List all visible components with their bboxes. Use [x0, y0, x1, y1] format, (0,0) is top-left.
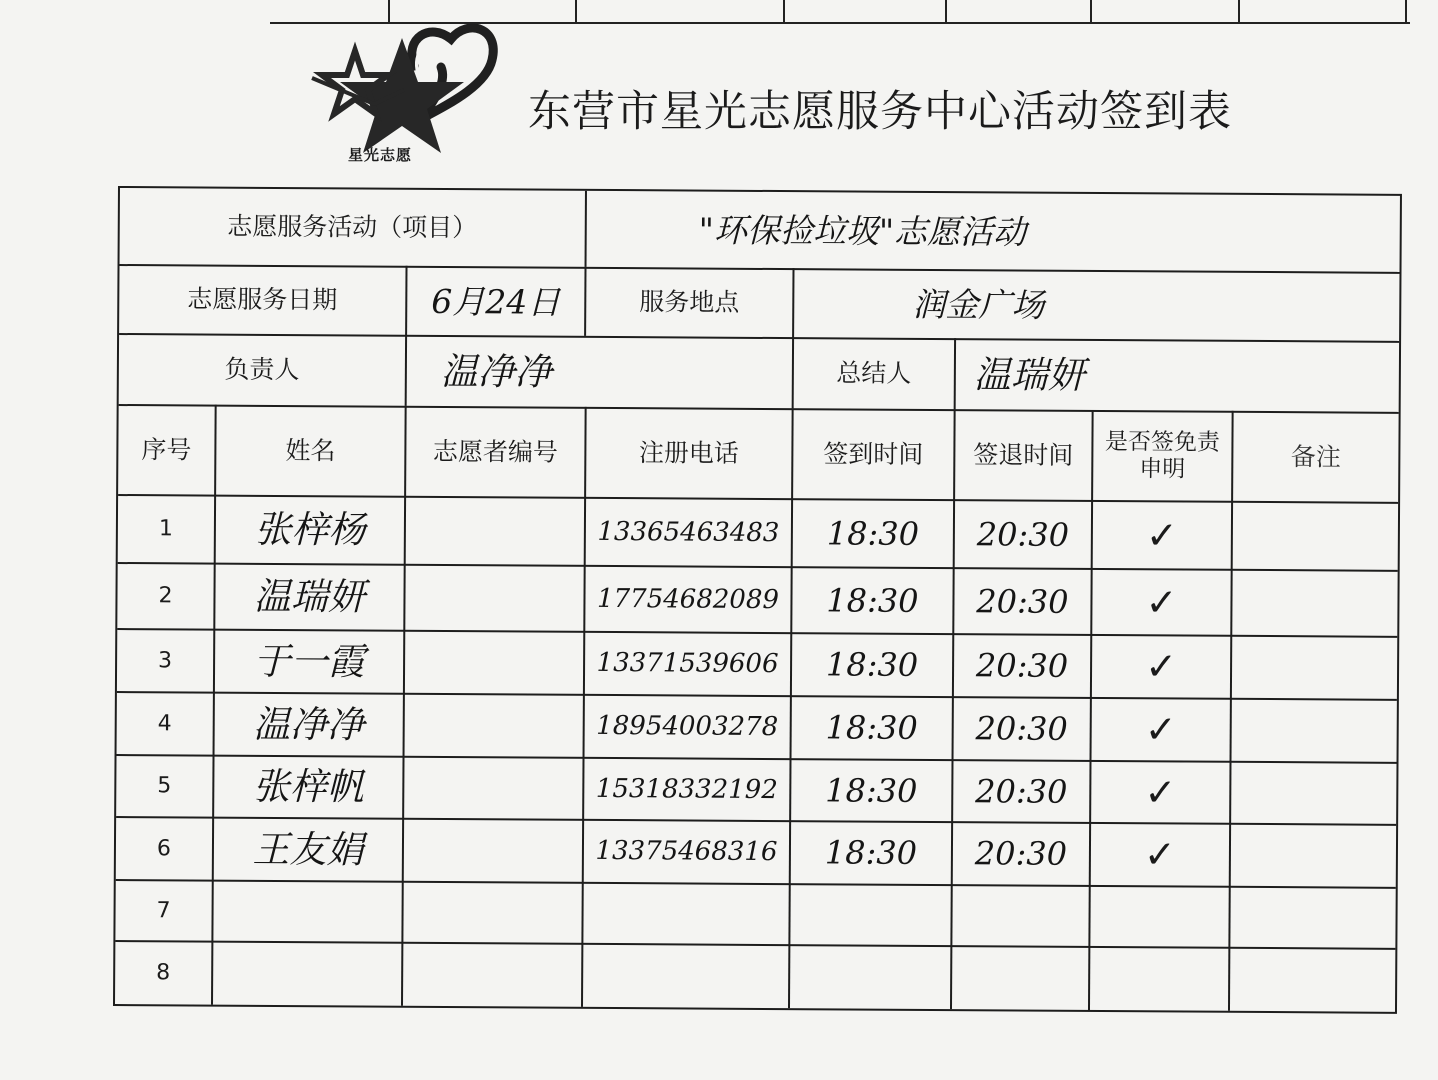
- row-5-remarks: [1231, 762, 1396, 824]
- column-header-sign-out-time: 签退时间: [973, 439, 1074, 470]
- row-1-remarks: [1233, 502, 1398, 570]
- row-8-remarks: [1230, 948, 1395, 1011]
- previous-table-divider: [945, 0, 947, 22]
- leader-value: 温净净: [440, 349, 553, 394]
- logo-caption: 星光志愿: [348, 146, 413, 164]
- row-3-sign-out-time: 20:30: [975, 646, 1069, 685]
- row-1-volunteer-id: [406, 497, 584, 565]
- row-6-sign-out-time: 20:30: [974, 834, 1068, 873]
- row-2-remarks: [1232, 570, 1397, 636]
- column-header-volunteer-id: 志愿者编号: [432, 436, 558, 467]
- column-header-name: 姓名: [285, 435, 336, 465]
- row-1-name: 张梓杨: [254, 507, 366, 552]
- summary-value: 温瑞妍: [973, 352, 1085, 397]
- row-5-waiver-check: ✓: [1144, 769, 1177, 814]
- row-3-phone: 13371539606: [596, 647, 779, 680]
- row-6-waiver-check: ✓: [1143, 832, 1176, 877]
- previous-table-divider: [1238, 0, 1240, 22]
- summary-label: 总结人: [836, 358, 912, 388]
- row-6-phone: 13375468316: [595, 835, 778, 868]
- row-4-volunteer-id: [405, 694, 583, 757]
- row-8-volunteer-id: [403, 943, 581, 1006]
- row-7-phone: [583, 883, 788, 944]
- row-7-remarks: [1230, 887, 1395, 948]
- row-8-waiver-check: [1090, 947, 1228, 1010]
- row-7-sign-in-time: [790, 884, 950, 945]
- row-2-seq: 2: [158, 583, 173, 609]
- row-7-sign-out-time: [952, 885, 1088, 946]
- leader-label: 负责人: [224, 354, 300, 385]
- row-4-seq: 4: [157, 710, 172, 736]
- row-5-name: 张梓帆: [252, 764, 364, 809]
- row-8-phone: [583, 944, 788, 1007]
- row-1-sign-out-time: 20:30: [976, 514, 1070, 554]
- document-title: 东营市星光志愿服务中心活动签到表: [528, 87, 1232, 137]
- row-8-name: [213, 942, 401, 1005]
- volunteer-sign-in-table: [113, 186, 1402, 1014]
- row-5-volunteer-id: [404, 757, 582, 819]
- previous-table-divider: [1090, 0, 1092, 22]
- row-8-sign-in-time: [790, 945, 950, 1008]
- row-4-sign-out-time: 20:30: [975, 709, 1068, 748]
- row-4-sign-in-time: 18:30: [825, 708, 918, 747]
- row-5-sign-out-time: 20:30: [975, 771, 1068, 811]
- row-3-waiver-check: ✓: [1145, 644, 1178, 689]
- previous-table-divider: [575, 0, 577, 22]
- column-header-phone: 注册电话: [638, 437, 739, 468]
- row-7-volunteer-id: [403, 882, 581, 943]
- activity-label: 志愿服务活动（项目）: [227, 211, 478, 243]
- column-header-sign-in-time: 签到时间: [823, 438, 924, 469]
- row-2-phone: 17754682089: [596, 583, 780, 615]
- row-1-seq: 1: [158, 516, 173, 542]
- row-7-name: [213, 881, 401, 942]
- date-label: 志愿服务日期: [187, 284, 338, 315]
- row-7-seq: 7: [156, 897, 171, 923]
- previous-table-divider: [1405, 0, 1407, 22]
- row-6-seq: 6: [156, 835, 172, 861]
- row-3-seq: 3: [158, 647, 173, 673]
- row-3-sign-in-time: 18:30: [825, 645, 919, 684]
- location-label: 服务地点: [639, 287, 740, 317]
- row-2-sign-out-time: 20:30: [976, 581, 1069, 621]
- row-7-waiver-check: [1090, 886, 1228, 947]
- row-1-sign-in-time: 18:30: [826, 513, 920, 553]
- column-header-seq: 序号: [141, 434, 192, 464]
- activity-value: "环保捡垃圾"志愿活动: [698, 210, 1027, 252]
- row-2-sign-in-time: 18:30: [826, 580, 919, 620]
- row-1-waiver-check: ✓: [1145, 512, 1178, 557]
- row-4-name: 温净净: [253, 702, 365, 747]
- row-8-seq: 8: [156, 959, 171, 985]
- row-5-sign-in-time: 18:30: [825, 770, 918, 810]
- column-header-waiver: 是否签免责申明: [1104, 429, 1221, 483]
- row-4-phone: 18954003278: [596, 710, 779, 743]
- row-2-name: 温瑞妍: [253, 574, 366, 619]
- row-5-phone: 15318332192: [595, 773, 778, 805]
- row-6-volunteer-id: [404, 819, 582, 882]
- row-3-name: 于一霞: [253, 639, 365, 684]
- row-6-remarks: [1231, 824, 1396, 887]
- row-5-seq: 5: [157, 773, 172, 799]
- date-value: 6月24日: [431, 281, 561, 322]
- row-2-waiver-check: ✓: [1145, 579, 1178, 624]
- row-8-sign-out-time: [952, 946, 1088, 1009]
- previous-table-divider: [783, 0, 785, 22]
- row-6-sign-in-time: 18:30: [824, 833, 918, 872]
- row-3-remarks: [1232, 636, 1397, 699]
- row-4-remarks: [1232, 699, 1397, 762]
- location-value: 润金广场: [912, 284, 1045, 325]
- row-6-name: 王友娟: [252, 827, 364, 872]
- column-header-remarks: 备注: [1290, 441, 1341, 471]
- row-1-phone: 13365463483: [597, 516, 780, 548]
- row-4-waiver-check: ✓: [1144, 707, 1177, 752]
- row-2-volunteer-id: [405, 565, 583, 631]
- row-3-volunteer-id: [405, 631, 583, 694]
